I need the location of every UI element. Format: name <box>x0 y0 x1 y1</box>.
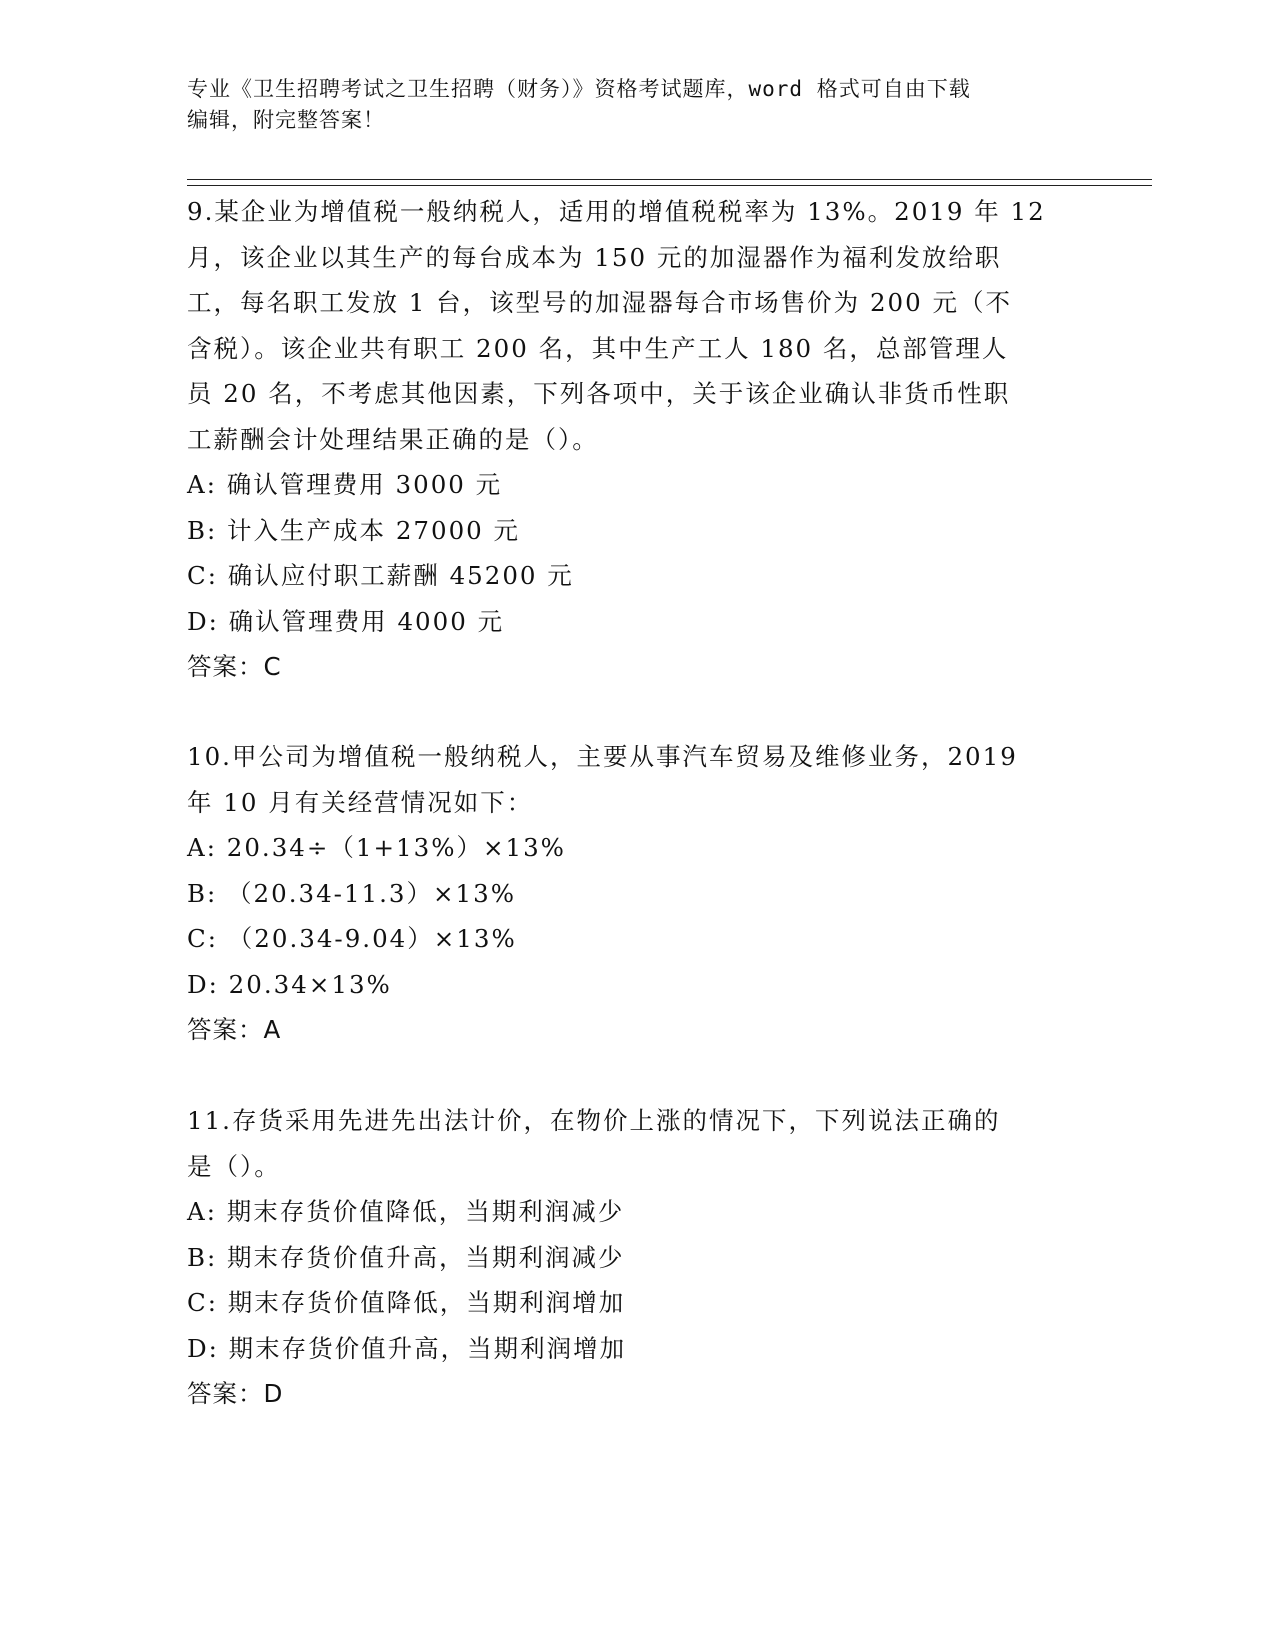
option-c: C: 期末存货价值降低，当期利润增加 <box>187 1288 626 1317</box>
question-stem-line: 月，该企业以其生产的每台成本为 150 元的加湿器作为福利发放给职 <box>187 242 1002 272</box>
question-9 <box>187 189 1087 690</box>
option-d: D: 期末存货价值升高，当期利润增加 <box>187 1333 627 1363</box>
question-stem-line: 含税）。该企业共有职工 200 名，其中生产工人 180 名，总部管理人 <box>187 333 1009 363</box>
answer-label: 答案：A <box>187 1015 282 1044</box>
question-stem-line: 11.存货采用先进先出法计价，在物价上涨的情况下，下列说法正确的 <box>187 1106 1001 1135</box>
question-stem-line: 工薪酬会计处理结果正确的是（）。 <box>187 424 599 454</box>
header-divider-top <box>187 179 1152 180</box>
document-header <box>187 74 1067 136</box>
option-b: B: （20.34-11.3）×13% <box>187 878 516 908</box>
answer-label: 答案：D <box>187 1379 284 1408</box>
option-a: A: 20.34÷（1+13%）×13% <box>187 833 566 862</box>
option-b: B: 计入生产成本 27000 元 <box>187 515 521 545</box>
option-c: C: 确认应付职工薪酬 45200 元 <box>187 561 574 590</box>
question-stem-line: 员 20 名，不考虑其他因素，下列各项中，关于该企业确认非货币性职 <box>187 379 1011 408</box>
option-a: A: 确认管理费用 3000 元 <box>187 470 503 499</box>
question-stem-line: 工，每名职工发放 1 台，该型号的加湿器每合市场售价为 200 元（不 <box>187 288 1012 317</box>
header-divider-bottom <box>187 185 1152 186</box>
question-stem-line: 9.某企业为增值税一般纳税人，适用的增值税税率为 13%。2019 年 12 <box>187 197 1046 226</box>
question-11 <box>187 1098 1087 1417</box>
option-c: C: （20.34-9.04）×13% <box>187 924 517 953</box>
question-stem-line: 年 10 月有关经营情况如下： <box>187 787 534 817</box>
option-d: D: 确认管理费用 4000 元 <box>187 606 505 636</box>
question-10 <box>187 734 1087 1053</box>
question-stem-line: 是（）。 <box>187 1151 281 1181</box>
option-d: D: 20.34×13% <box>187 969 392 999</box>
header-line-2: 编辑，附完整答案！ <box>187 108 385 132</box>
answer-label: 答案：C <box>187 652 282 681</box>
question-stem-line: 10.甲公司为增值税一般纳税人，主要从事汽车贸易及维修业务，2019 <box>187 742 1018 771</box>
header-line-1: 专业《卫生招聘考试之卫生招聘（财务）》资格考试题库，word 格式可自由下载 <box>187 77 971 101</box>
option-b: B: 期末存货价值升高，当期利润减少 <box>187 1242 625 1272</box>
option-a: A: 期末存货价值降低，当期利润减少 <box>187 1197 625 1226</box>
